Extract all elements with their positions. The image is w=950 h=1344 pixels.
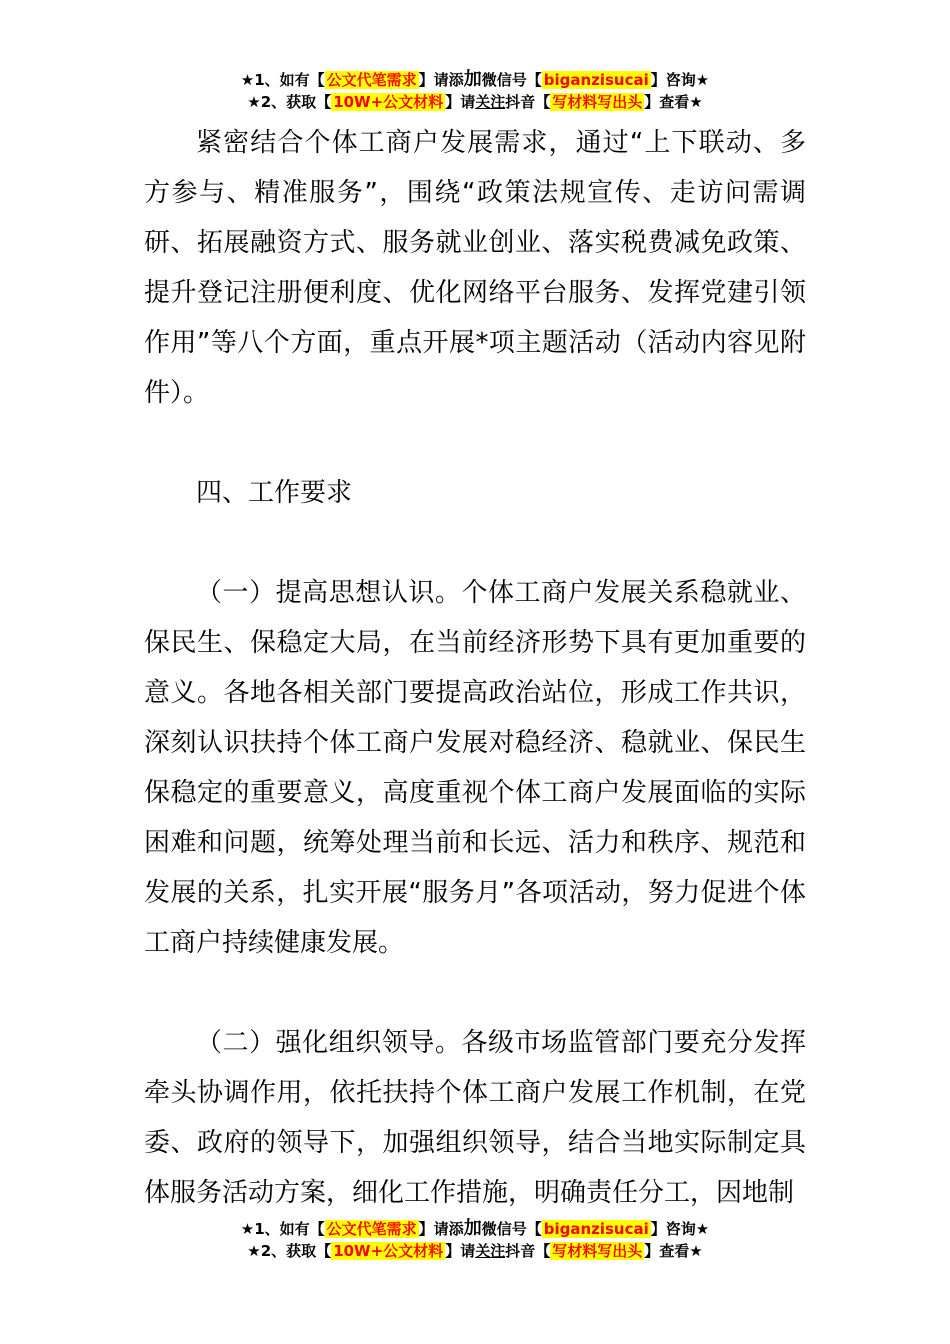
banner-highlight-materials: 10W+公文材料 <box>333 93 444 111</box>
banner-highlight-service: 公文代笔需求 <box>326 1220 417 1238</box>
banner-line-2: ★2、获取【 10W+公文材料 】请关注抖音【 写材料写出头 】查看★ <box>247 93 703 111</box>
section-heading-work-requirements: 四、工作要求 <box>196 478 353 508</box>
star-icon: ★ <box>247 1242 261 1260</box>
top-banner <box>0 69 950 113</box>
banner-highlight-materials: 10W+公文材料 <box>333 1242 444 1260</box>
banner-highlight-douyin: 写材料写出头 <box>552 93 643 111</box>
star-icon: ★ <box>240 71 255 89</box>
paragraph-strengthen-leadership: （二）强化组织领导。各级市场监管部门要充分发挥牵头协调作用，依托扶持个体工商户发展工作机制，在党委、政府的领导下，加强组织领导，结合当地实际制定具体服务活动方案，细化工作措施，明确责任分工，因地制 <box>144 1028 806 1208</box>
banner-line-1: ★1、如有【 公文代笔需求 】请添加微信号【 biganzisucai 】咨询★ <box>240 1218 710 1239</box>
bottom-banner <box>0 1218 950 1262</box>
star-icon: ★ <box>240 1220 255 1238</box>
banner-highlight-service: 公文代笔需求 <box>326 71 417 89</box>
banner-highlight-douyin: 写材料写出头 <box>552 1242 643 1260</box>
paragraph-raise-awareness: （一）提高思想认识。个体工商户发展关系稳就业、保民生、保稳定大局，在当前经济形势下具有更加重要的意义。各地各相关部门要提高政治站位，形成工作共识，深刻认识扶持个体工商户发展对稳经济、稳就业、保民生保稳定的重要意义，高度重视个体工商户发展面临的实际困难和问题，统筹处理当前和长远、活力和秩序、规范和发展的关系，扎实开展“服务月”各项活动，努力促进个体工商户持续健康发展。 <box>144 578 806 958</box>
banner-line-1: ★1、如有【 公文代笔需求 】请添加微信号【 biganzisucai 】咨询★ <box>240 69 710 90</box>
banner-line-2: ★2、获取【 10W+公文材料 】请关注抖音【 写材料写出头 】查看★ <box>247 1242 703 1260</box>
document-body <box>144 118 806 1218</box>
star-icon: ★ <box>247 93 261 111</box>
banner-highlight-wechat: biganzisucai <box>543 71 649 89</box>
banner-highlight-wechat: biganzisucai <box>543 1220 649 1238</box>
paragraph-activities: 紧密结合个体工商户发展需求，通过“上下联动、多方参与、精准服务”，围绕“政策法规宣传、走访问需调研、拓展融资方式、服务就业创业、落实税费减免政策、提升登记注册便利度、优化网络平台服务、发挥党建引领作用”等八个方面，重点开展*项主题活动（活动内容见附件）。 <box>144 128 806 408</box>
